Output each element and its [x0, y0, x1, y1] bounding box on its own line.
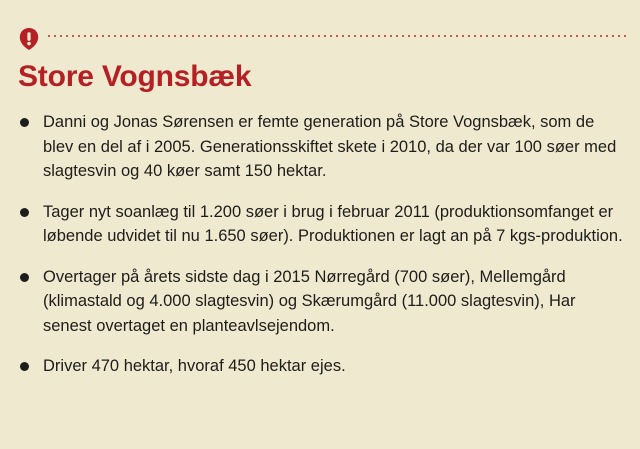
list-item-text: Driver 470 hektar, hvoraf 450 hektar ejes.: [43, 357, 346, 375]
list-item-text: Danni og Jonas Sørensen er femte generation på Store Vognsbæk, som de blev en del af i 2005. Generationsskiftet skete i 2010, da der var 100 søer med slagtesvin og 40 køer samt 150 hektar.: [43, 113, 617, 180]
dotted-divider: [46, 35, 626, 37]
bullet-icon: [20, 208, 29, 217]
list-item-text: Overtager på årets sidste dag i 2015 Nørregård (700 søer), Mellemgård (klimastald og 4.000 slagtesvin) og Skærumgård (11.000 slagtesvin), Har senest overtaget en planteavlsejendom.: [43, 267, 576, 335]
fact-box-content: [18, 26, 626, 379]
header-row: [18, 26, 626, 52]
exclamation-marker-icon: [18, 27, 40, 51]
bullet-icon: [20, 362, 29, 371]
list-item: [18, 110, 626, 184]
list-item: [18, 354, 626, 379]
page-title: Store Vognsbæk: [18, 60, 252, 93]
bullet-icon: [20, 273, 29, 282]
left-margin: [0, 0, 8, 449]
list-item: [18, 200, 626, 249]
fact-list: [18, 110, 626, 379]
bullet-icon: [20, 118, 29, 127]
list-item-text: Tager nyt soanlæg til 1.200 søer i brug i februar 2011 (produktionsomfanget er løbende udvidet til nu 1.650 søer). Produktionen er lagt an på 7 kgs-produktion.: [43, 202, 623, 245]
list-item: [18, 265, 626, 339]
